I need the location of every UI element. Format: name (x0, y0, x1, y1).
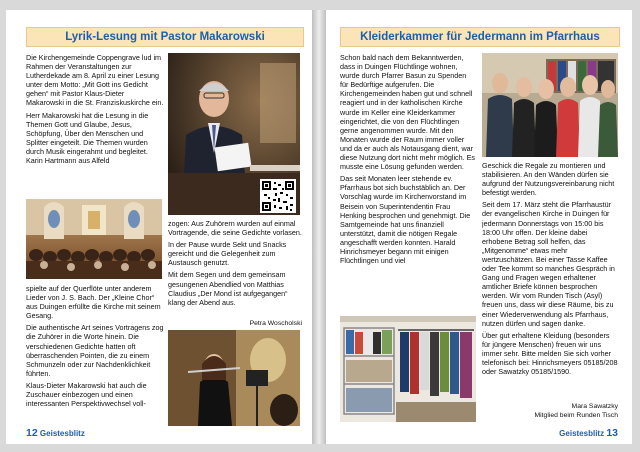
team-photo (482, 53, 618, 157)
paragraph: Das seit Monaten leer stehende ev. Pfarrhaus bot sich buchstäblich an. Der Vorschlag wurde im Kirchenvorstand im Beisein von Superintendentin Frau Henking besprochen und genehmigt. Die Samtgemeinde hat uns finanziell unterstützt, damit die nötigen Regale angeschafft werden konnten. Harald Hinrichsmeyer begann mit einigen Flüchtlingen und viel (340, 174, 471, 266)
paragraph: Über gut erhaltene Kleidung (besonders für jüngere Menschen) freuen wir uns immer sehr. Bitte melden Sie sich vorher telefonisch bei: Hinrichsmeyers 05185/208 oder Sawatzky 05185/1590. (482, 330, 618, 377)
paragraph: zogen: Aus Zuhörern wurden auf einmal Vortragende, die seine Gedichte vorlasen. (168, 219, 302, 238)
page-number: 12 (26, 427, 38, 439)
left-col1-text (26, 53, 164, 195)
right-page (326, 10, 632, 444)
paragraph: Schon bald nach dem Bekanntwerden, dass in Duingen Flüchtlinge wohnen, wurde durch Pfarrer Basun zu Spenden für Bedürftige aufgerufen. Die Kirchengemeinden haben gut und schnell reagiert und in der katholischen Kirche wurde im Keller eine Kleiderkammer eingerichtet, die von den Flüchtlingen gerne angenommen wurde. Mit den Monaten wurde der Raum immer voller und da er auch als Notausgang dient, war diese Nutzung dort nicht mehr möglich. Es musste eine Lösung gefunden werden. (340, 53, 476, 172)
signature-name: Mara Sawatzky (571, 403, 618, 410)
paragraph: spielte auf der Querflöte unter anderem Lieder von J. S. Bach. Der „Kleine Chor“ aus Duingen erfüllte die Kirche mit seinem Gesang. (26, 284, 161, 321)
flute-player-image (168, 330, 300, 426)
clothing-store-image (340, 316, 476, 422)
right-col1-text (340, 53, 476, 315)
signature-role: Mitglied beim Runden Tisch (534, 412, 618, 419)
right-col2-text (482, 161, 618, 401)
paragraph: Seit dem 17. März steht die Pfarrhaustür der evangelischen Kirche in Duingen für jedermann Donnerstags von 15:00 bis 18:00 Uhr offen. Der kleine dabei erhobene Betrag soll helfen, das „Mitgenomme“ etwas mehr wertzuschätzen. Bei einer Tasse Kaffee oder Tee kommt so manches Gespräch in Gang und Fragen wegen erhaltener amtlicher Briefe können besprochen werden. Wir vom Runden Tisch (Asyl) freuen uns, dass wir diese Räume, bis zu einer Wiederverwendung als Pfarrhaus, nutzen dürfen und sagen danke. (482, 200, 615, 328)
paragraph: Geschick die Regale zu montieren und stabilisieren. An den Wänden dürfen sie aufgrund der Nutzungsvereinbarung nicht befestigt werden. (482, 161, 615, 198)
magazine-name: Geistesblitz (39, 429, 85, 438)
flute-player-photo (168, 330, 300, 426)
paragraph: Klaus-Dieter Makarowski hat auch die Zuschauer einbezogen und einen interessanten Perspektivwechsel voll- (26, 380, 147, 409)
author-signature (482, 402, 618, 422)
book-gutter (312, 10, 326, 444)
right-article-title: Kleiderkammer für Jedermann im Pfarrhaus (340, 27, 620, 47)
left-page (6, 10, 312, 444)
left-col1-bottom-text (26, 284, 164, 424)
left-col2-text (168, 219, 302, 317)
paragraph: Herr Makarowski hat die Lesung in die Themen Gott und Glaube, Jesus, Schöpfung, Über den Menschen und Splitter eingeteilt. Die Themen wurden durch Musik eingerahmt und begleitet. Karin Hartmann aus Alfeld (26, 110, 149, 166)
paragraph: Die authentische Art seines Vortragens zog die Zuhörer in die Worte hinein. Die verschiedenen Gedichte hatten oft überraschenden Pointen, die zu einem Schmunzeln oder zur Nachdenklichkeit führten. (26, 323, 164, 378)
speaker-photo (168, 53, 300, 215)
page-number-right (559, 427, 618, 439)
magazine-name: Geistesblitz (559, 429, 605, 438)
clothing-rack-photo (340, 316, 476, 422)
page-number-left (26, 427, 85, 439)
qr-code[interactable] (260, 179, 296, 213)
paragraph: Mit dem Segen und dem gemeinsam gesungenen Abendlied von Matthias Claudius „Der Mond ist aufgegangen“ klang der Abend aus. (168, 270, 288, 307)
church-interior-image (26, 199, 162, 279)
left-article-title: Lyrik-Lesung mit Pastor Makarowski (26, 27, 304, 47)
paragraph: Die Kirchengemeinde Coppengrave lud im Rahmen der Veranstaltungen zur Lutherdekade am 8. April zu einer Lesung unter dem Motto: „Mit Gott ins Gedicht gehen“ mit Pastor Klaus-Dieter Makarowski in die St. Franziskuskirche ein. (26, 53, 164, 108)
church-concert-photo (26, 199, 162, 279)
author-signature: Petra Woscholski (249, 320, 302, 327)
qr-code-icon (260, 179, 296, 213)
volunteer-team-image (482, 53, 618, 157)
paragraph: In der Pause wurde Sekt und Snacks gereicht und die Gelegenheit zum Austausch genutzt. (168, 240, 287, 268)
page-number: 13 (606, 427, 618, 439)
